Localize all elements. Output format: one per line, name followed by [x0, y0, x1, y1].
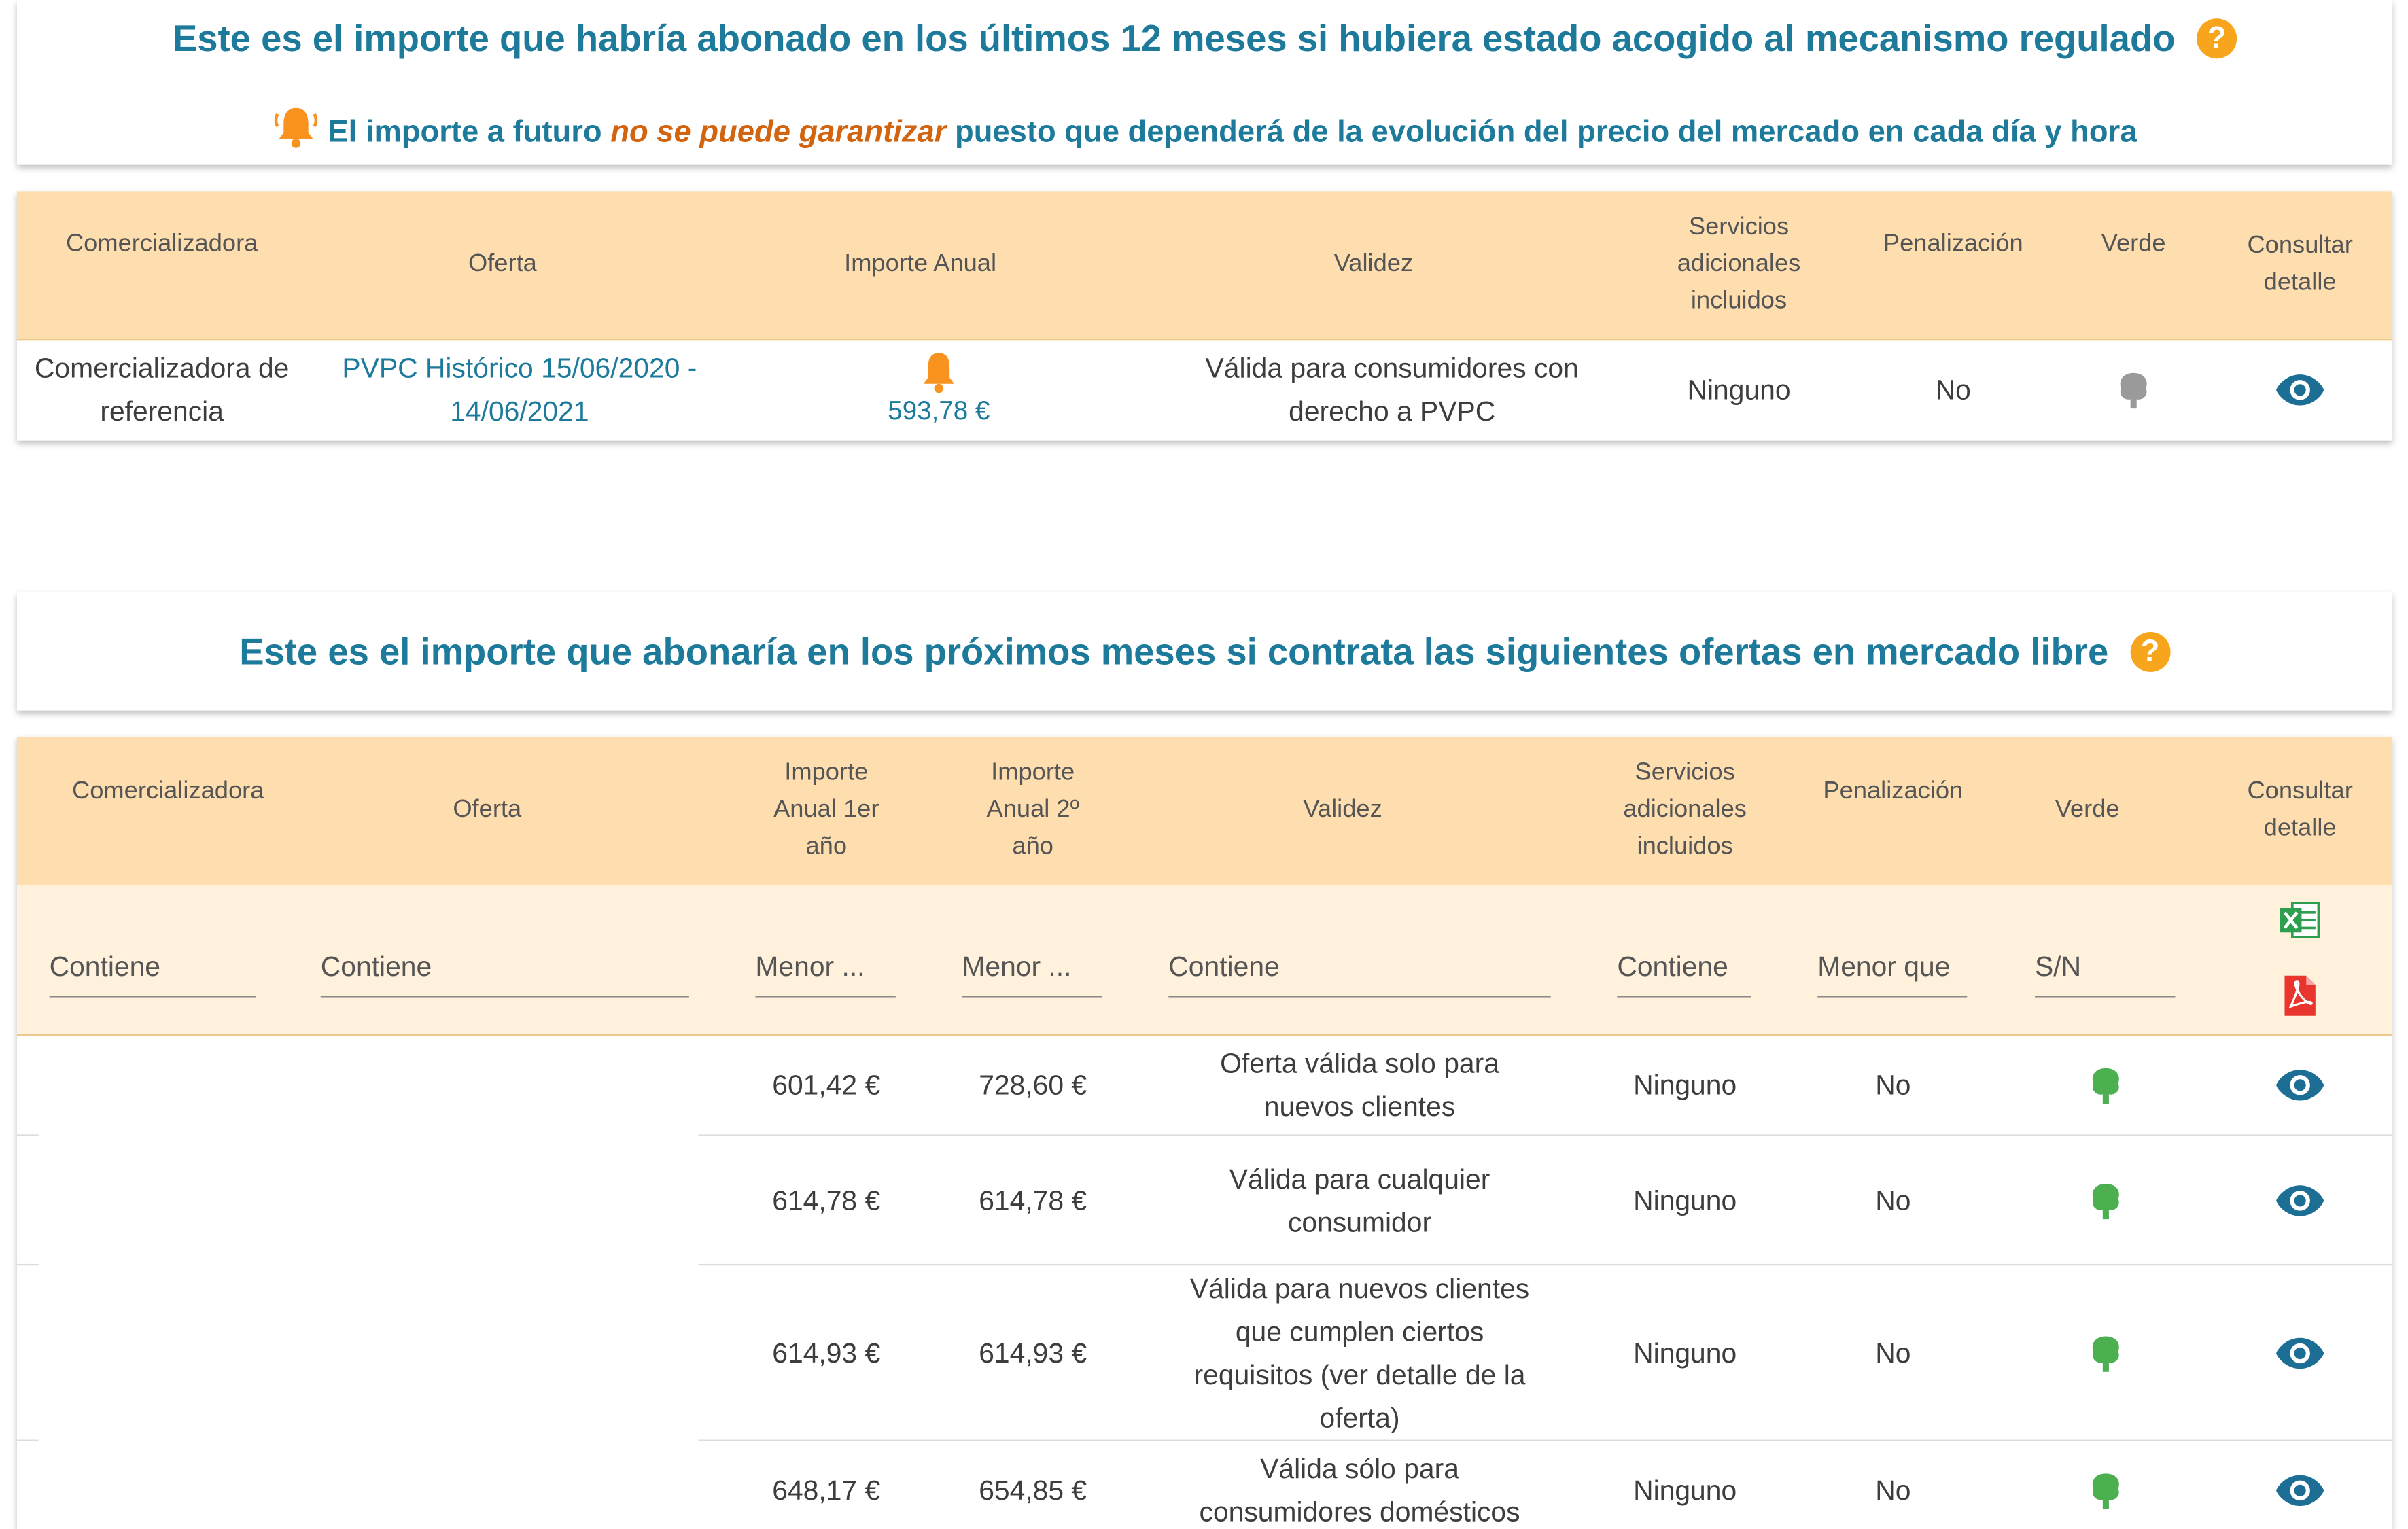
- cell-detail: [2231, 1265, 2369, 1439]
- table-row: [17, 1441, 2392, 1529]
- cell-penalty: No: [1875, 1474, 1911, 1505]
- cell-annual1: 648,17 €: [772, 1474, 881, 1505]
- tree-gray-icon: [2114, 368, 2154, 412]
- cell-validity: Válida sólo para consumidores domésticos: [1199, 1452, 1520, 1527]
- regulated-title: [17, 18, 2392, 62]
- header-annual1[interactable]: Importe Anual 1er año: [773, 760, 879, 860]
- cell-detail: [2231, 339, 2369, 441]
- cell-annual2: 614,78 €: [979, 1184, 1087, 1216]
- cell-annual1: 614,93 €: [772, 1337, 881, 1369]
- regulated-title-text: Este es el importe que habría abonado en los últimos 12 meses si hubiera estado acogido al mecanismo regulado: [172, 18, 2176, 60]
- regulated-table-header: [17, 191, 2392, 340]
- pdf-icon[interactable]: [2280, 974, 2320, 1018]
- free-market-title: [17, 632, 2392, 675]
- bell-icon: [918, 350, 961, 393]
- cell-annual1: 601,42 €: [772, 1068, 881, 1100]
- header-annual[interactable]: Importe Anual: [844, 251, 997, 278]
- header-green[interactable]: Verde: [2101, 231, 2166, 258]
- eye-icon[interactable]: [2275, 373, 2325, 407]
- annual-value-link[interactable]: 593,78 €: [888, 396, 990, 426]
- eye-icon[interactable]: [2275, 1183, 2325, 1217]
- tree-green-icon: [2086, 1468, 2126, 1511]
- cell-detail: [2231, 1136, 2369, 1264]
- header-services[interactable]: Servicios adicionales incluidos: [1677, 214, 1801, 315]
- tree-green-icon: [2086, 1331, 2126, 1375]
- cell-services: Ninguno: [1687, 374, 1791, 406]
- filter-validity-input[interactable]: Contiene: [1168, 951, 1551, 997]
- cell-detail: [2231, 1441, 2369, 1529]
- notice-text-before: El importe a futuro: [328, 116, 602, 150]
- header-offer[interactable]: Oferta: [468, 251, 537, 278]
- future-notice: [17, 105, 2392, 151]
- cell-green: [2036, 1136, 2175, 1264]
- free-table-header: [17, 737, 2392, 886]
- tree-green-icon: [2086, 1063, 2126, 1106]
- cell-annual2: 614,93 €: [979, 1337, 1087, 1369]
- regulated-info-card: [17, 0, 2392, 165]
- cell-detail: [2231, 1036, 2369, 1133]
- cell-green: [2036, 1036, 2175, 1133]
- filter-row: [17, 885, 2392, 1036]
- free-market-table: [17, 737, 2392, 1529]
- notice-emphasis: no se puede garantizar: [610, 116, 947, 150]
- filter-green-input[interactable]: S/N: [2035, 951, 2175, 997]
- filter-annual1-input[interactable]: Menor ...: [755, 951, 895, 997]
- filter-services-input[interactable]: Contiene: [1617, 951, 1751, 997]
- cell-green: [2036, 1265, 2175, 1439]
- help-icon[interactable]: ?: [2197, 18, 2237, 58]
- cell-validity: Oferta válida solo para nuevos clientes: [1220, 1047, 1499, 1122]
- regulated-table: [17, 191, 2392, 440]
- help-icon[interactable]: ?: [2130, 632, 2170, 672]
- eye-icon[interactable]: [2275, 1335, 2325, 1369]
- cell-green: [2067, 339, 2200, 441]
- cell-offer-link[interactable]: PVPC Histórico 15/06/2020 - 14/06/2021: [342, 353, 697, 427]
- eye-icon[interactable]: [2275, 1473, 2325, 1507]
- header-company[interactable]: Comercializadora: [65, 231, 258, 258]
- filter-penalty-input[interactable]: Menor que: [1817, 951, 1967, 997]
- header-penalty[interactable]: Penalización: [1883, 231, 2023, 258]
- eye-icon[interactable]: [2275, 1068, 2325, 1102]
- filter-annual2-input[interactable]: Menor ...: [962, 951, 1102, 997]
- header-validity[interactable]: Validez: [1333, 251, 1414, 278]
- cell-annual: [831, 339, 1047, 441]
- table-row: [17, 1265, 2392, 1439]
- cell-annual1: 614,78 €: [772, 1184, 881, 1216]
- free-market-title-text: Este es el importe que abonaría en los próximos meses si contrata las siguientes ofertas en mercado libre: [239, 631, 2109, 674]
- filter-offer-input[interactable]: Contiene: [321, 951, 689, 997]
- cell-services: Ninguno: [1633, 1474, 1737, 1505]
- header-offer[interactable]: Oferta: [453, 796, 522, 824]
- header-green[interactable]: Verde: [2055, 796, 2120, 824]
- cell-penalty: No: [1875, 1184, 1911, 1216]
- cell-penalty: No: [1875, 1337, 1911, 1369]
- regulated-row: [17, 339, 2392, 441]
- table-row: [17, 1136, 2392, 1264]
- cell-services: Ninguno: [1633, 1184, 1737, 1216]
- cell-annual2: 728,60 €: [979, 1068, 1087, 1100]
- header-validity[interactable]: Validez: [1303, 796, 1382, 824]
- cell-annual2: 654,85 €: [979, 1474, 1087, 1505]
- cell-validity: Válida para consumidores con derecho a PVPC: [1205, 353, 1579, 427]
- cell-company: Comercializadora de referencia: [34, 353, 290, 427]
- cell-penalty: No: [1935, 374, 1971, 406]
- notice-text-after: puesto que dependerá de la evolución del precio del mercado en cada día y hora: [955, 116, 2137, 150]
- free-market-info-card: [17, 592, 2392, 711]
- header-penalty[interactable]: Penalización: [1823, 778, 1964, 805]
- excel-icon[interactable]: [2278, 900, 2322, 941]
- cell-services: Ninguno: [1633, 1337, 1737, 1369]
- header-annual2[interactable]: Importe Anual 2º año: [986, 760, 1079, 860]
- header-services[interactable]: Servicios adicionales incluidos: [1623, 760, 1747, 860]
- cell-validity: Válida para nuevos clientes que cumplen ciertos requisitos (ver detalle de la oferta): [1189, 1272, 1530, 1433]
- cell-green: [2036, 1441, 2175, 1529]
- cell-penalty: No: [1875, 1068, 1911, 1100]
- bell-icon: [273, 105, 319, 148]
- tree-green-icon: [2086, 1178, 2126, 1222]
- filter-company-input[interactable]: Contiene: [50, 951, 256, 997]
- header-detail: Consultar detalle: [2247, 778, 2353, 842]
- cell-validity: Válida para cualquier consumidor: [1229, 1163, 1490, 1237]
- header-company[interactable]: Comercializadora: [72, 778, 264, 805]
- cell-services: Ninguno: [1633, 1068, 1737, 1100]
- table-row: [17, 1036, 2392, 1133]
- header-detail: Consultar detalle: [2247, 232, 2353, 296]
